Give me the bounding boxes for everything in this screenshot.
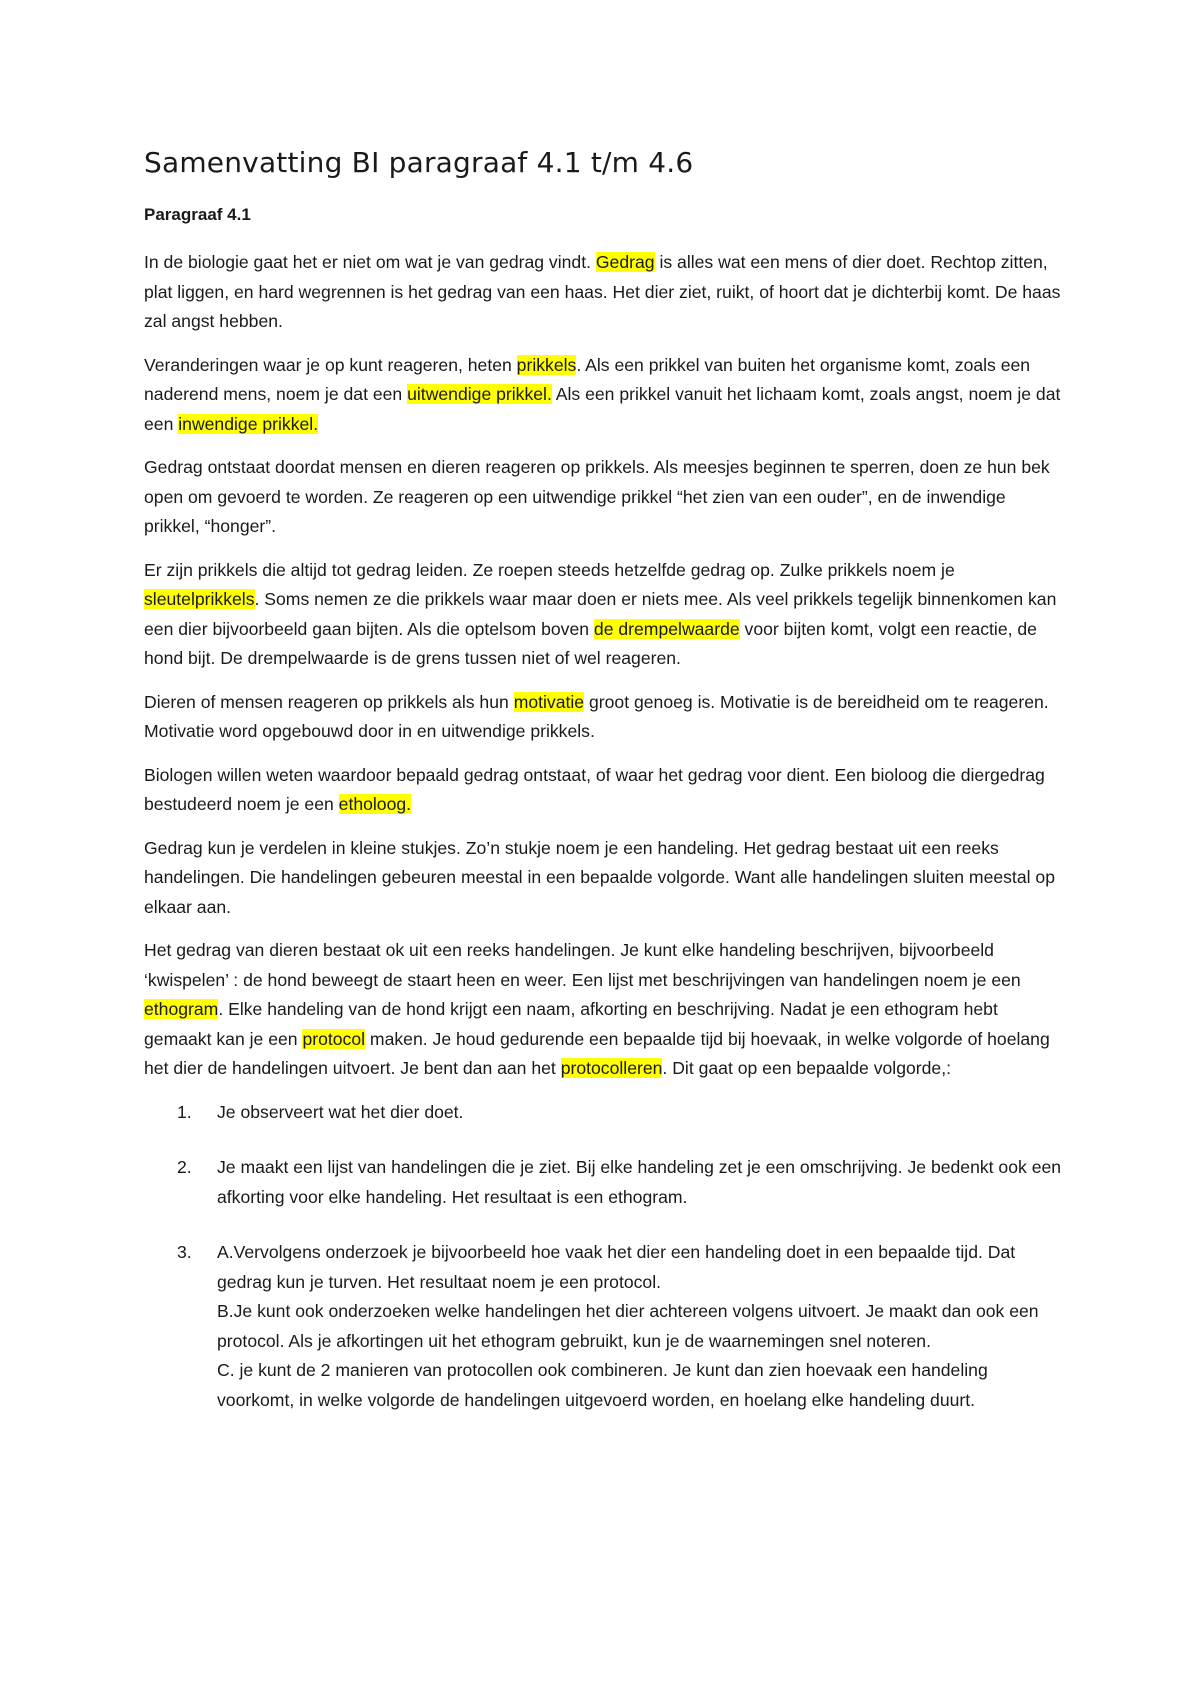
paragraph-text: voor bijten komt, volgt een reactie, de hond bijt. De drempelwaarde is de grens tussen niet of wel reageren.	[144, 618, 1037, 668]
highlighted-term: motivatie	[513, 691, 585, 712]
list-item	[144, 1153, 1064, 1212]
paragraph-text: In de biologie gaat het er niet om wat je van gedrag vindt.	[144, 252, 596, 272]
paragraph-etholoog	[144, 761, 1064, 820]
paragraph-text: Dieren of mensen reageren op prikkels als hun	[144, 691, 514, 712]
list-item-text-b: B.Je kunt ook onderzoeken welke handelingen het dier achtereen volgens uitvoert. Je maakt dan ook een protocol. Als je afkortingen uit het ethogram gebruikt, kun je de waarnemingen snel noteren.	[217, 1301, 1039, 1351]
paragraph-text: Het gedrag van dieren bestaat ok uit een reeks handelingen. Je kunt elke handeling beschrijven, bijvoorbeeld ‘kwispelen’ : de hond beweegt de staart heen en weer. Een lijst met beschrijvingen van handelingen noem je een	[144, 940, 1021, 990]
paragraph-text: Biologen willen weten waardoor bepaald gedrag ontstaat, of waar het gedrag voor dient. Een bioloog die diergedrag bestudeerd noem je een	[144, 764, 1045, 814]
document-page	[144, 146, 1064, 1441]
highlighted-term: etholoog.	[338, 794, 412, 814]
paragraph-prikkels	[144, 351, 1064, 440]
paragraph-gedrag-ontstaat	[144, 453, 1064, 542]
paragraph-text: Als een prikkel vanuit het lichaam komt, zoals angst, noem je dat een	[144, 384, 1061, 434]
paragraph-gedrag	[144, 248, 1064, 337]
paragraph-text: . Als een prikkel van buiten het organisme komt, zoals een naderend mens, noem je dat een	[144, 354, 1031, 404]
highlighted-term: uitwendige prikkel.	[407, 384, 552, 404]
highlighted-term: sleutelprikkels	[144, 589, 255, 609]
paragraph-text: maken. Je houd gedurende een bepaalde tijd bij hoevaak, in welke volgorde of hoelang het dier de handelingen uitvoert. Je bent dan aan het	[144, 1028, 1050, 1078]
paragraph-text: Gedrag ontstaat doordat mensen en dieren reageren op prikkels. Als meesjes beginnen te sperren, doen ze hun bek open om gevoerd te worden. Ze reageren op een uitwendige prikkel “het zien van een ouder”, en de inwendige prikkel, “honger”.	[144, 457, 1050, 536]
section-heading: Paragraaf 4.1	[144, 205, 251, 224]
list-item	[144, 1238, 1064, 1415]
highlighted-term: ethogram	[144, 999, 219, 1019]
list-item-text-c: C. je kunt de 2 manieren van protocollen ook combineren. Je kunt dan zien hoevaak een handeling voorkomt, in welke volgorde de handelingen uitgevoerd worden, en hoelang elke handeling duurt.	[217, 1360, 988, 1410]
highlighted-term: de drempelwaarde	[593, 618, 740, 639]
paragraph-text: . Elke handeling van de hond krijgt een naam, afkorting en beschrijving. Nadat je een ethogram hebt gemaakt kan je een	[144, 999, 998, 1049]
paragraph-motivatie	[144, 688, 1064, 747]
highlighted-term: Gedrag	[595, 252, 655, 272]
paragraph-text: Gedrag kun je verdelen in kleine stukjes. Zo’n stukje noem je een handeling. Het gedrag bestaat uit een reeks handelingen. Die handelingen gebeuren meestal in een bepaalde volgorde. Want alle handelingen sluiten meestal op elkaar aan.	[144, 837, 1055, 917]
list-item-text-a: A.Vervolgens onderzoek je bijvoorbeeld hoe vaak het dier een handeling doet in een bepaalde tijd. Dat gedrag kun je turven. Het resultaat noem je een protocol.	[217, 1242, 1016, 1292]
paragraph-ethogram	[144, 936, 1064, 1084]
paragraph-text: is alles wat een mens of dier doet. Rechtop zitten, plat liggen, en hard wegrennen is het gedrag van een haas. Het dier ziet, ruikt, of hoort dat je dichterbij komt. De haas zal angst hebben.	[144, 252, 1061, 331]
paragraph-text: groot genoeg is. Motivatie is de bereidheid om te reageren. Motivatie word opgebouwd door in en uitwendige prikkels.	[144, 691, 1049, 741]
protocol-steps-list	[144, 1098, 1064, 1416]
highlighted-term: protocol	[302, 1028, 366, 1049]
highlighted-term: prikkels	[516, 354, 577, 375]
paragraphs	[144, 248, 1064, 1084]
list-number: 1.	[177, 1101, 192, 1122]
list-number: 3.	[177, 1242, 192, 1262]
list-item-text: Je observeert wat het dier doet.	[217, 1101, 464, 1122]
highlighted-term: inwendige prikkel.	[178, 413, 319, 434]
paragraph-handelingen	[144, 834, 1064, 923]
list-item	[144, 1098, 1064, 1128]
highlighted-term: protocolleren	[560, 1058, 663, 1078]
paragraph-sleutelprikkels	[144, 556, 1064, 674]
paragraph-text: . Soms nemen ze die prikkels waar maar doen er niets mee. Als veel prikkels tegelijk binnenkomen kan een dier bijvoorbeeld gaan bijten. Als die optelsom boven	[144, 589, 1057, 639]
list-number: 2.	[177, 1157, 192, 1177]
paragraph-text: . Dit gaat op een bepaalde volgorde,:	[662, 1058, 951, 1078]
list-item-text: Je maakt een lijst van handelingen die je ziet. Bij elke handeling zet je een omschrijving. Je bedenkt ook een afkorting voor elke handeling. Het resultaat is een ethogram.	[217, 1157, 1062, 1207]
paragraph-text: Er zijn prikkels die altijd tot gedrag leiden. Ze roepen steeds hetzelfde gedrag op. Zulke prikkels noem je	[144, 559, 955, 580]
document-title: Samenvatting BI paragraaf 4.1 t/m 4.6	[144, 146, 694, 179]
paragraph-text: Veranderingen waar je op kunt reageren, heten	[144, 354, 517, 375]
